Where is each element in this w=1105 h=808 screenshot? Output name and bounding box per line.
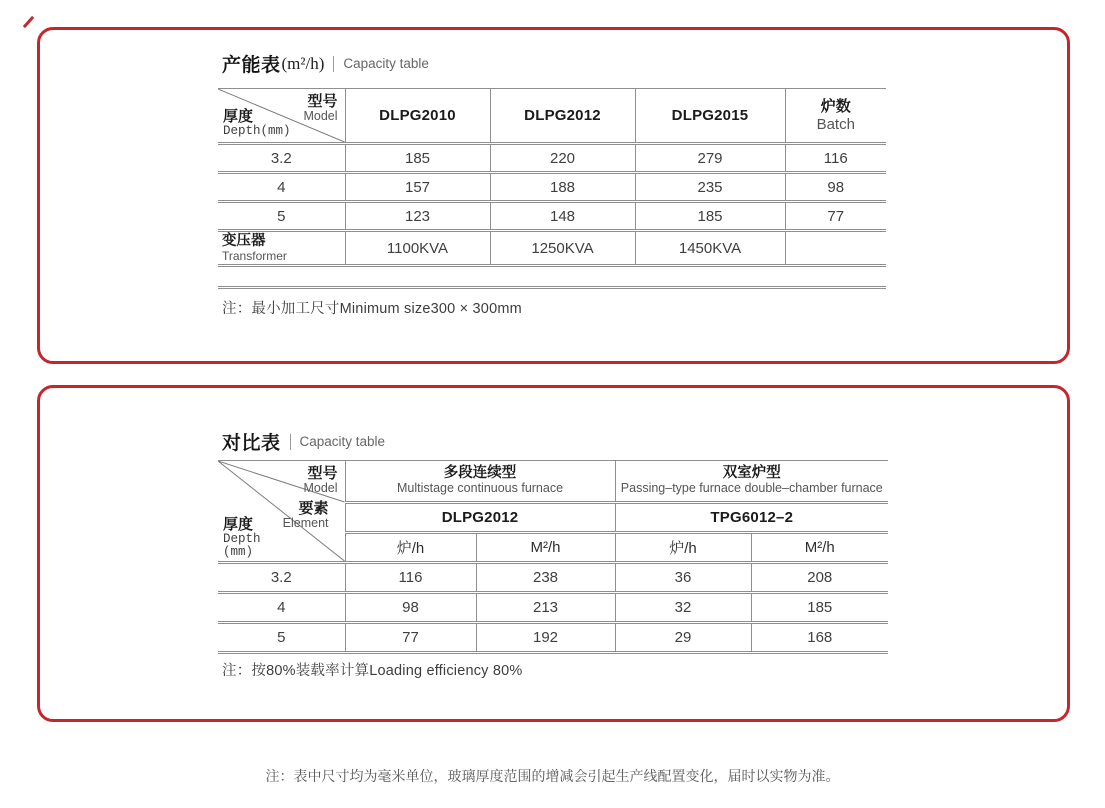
furnace-type-cn: 双室炉型 [722,465,781,482]
transformer-value: 1100KVA [345,231,490,266]
title-divider [290,434,291,450]
unit-sqm-per-hour: M²/h [751,533,888,563]
element-header-cn: 要素 [298,500,329,517]
comparison-value: 238 [476,563,615,593]
capacity-row-4 [218,173,886,202]
model-header-en: Model [303,109,338,124]
transformer-value: 1250KVA [490,231,635,266]
capacity-table-title [222,50,429,77]
depth-header-cn: 厚度 [223,107,254,125]
unit-sqm-per-hour: M²/h [476,533,615,563]
capacity-value: 148 [490,202,635,231]
comparison-table-title [222,428,385,455]
capacity-value: 123 [345,202,490,231]
batch-header-cell [785,89,886,144]
batch-value: 77 [785,202,886,231]
capacity-note: 注：最小加工尺寸Minimum size300 × 300mm [222,301,522,317]
capacity-title-cn: 产能表 [222,55,281,76]
comparison-value: 168 [751,623,888,653]
comparison-value: 98 [345,593,476,623]
comparison-value: 36 [615,563,751,593]
comparison-value: 185 [751,593,888,623]
spacer-cell [218,266,886,288]
capacity-corner-cell [218,89,345,144]
comparison-value: 213 [476,593,615,623]
capacity-value: 235 [635,173,785,202]
comparison-value: 116 [345,563,476,593]
capacity-title-unit: (m²/h) [281,53,325,73]
batch-value: 98 [785,173,886,202]
page-corner-decoration [23,16,35,28]
title-divider [333,56,334,72]
comparison-header-row-furnace-type [218,461,888,503]
thickness-value: 4 [218,593,345,623]
thickness-value: 3.2 [218,563,345,593]
thickness-value: 4 [218,173,345,202]
capacity-row-3_2 [218,144,886,173]
model-col-dlpg2010: DLPG2010 [345,89,490,144]
capacity-value: 157 [345,173,490,202]
furnace-type-en: Passing–type furnace double–chamber furnace [620,481,883,496]
furnace-type-cn: 多段连续型 [443,465,517,482]
comparison-row-3_2 [218,563,888,593]
unit-batches-per-hour: 炉/h [615,533,751,563]
comparison-table [218,460,888,654]
model-col-tpg6012-2: TPG6012–2 [615,503,888,533]
transformer-value-empty [785,231,886,266]
comparison-value: 32 [615,593,751,623]
batch-header-cn: 炉数 [820,98,851,116]
model-header-cn: 型号 [307,465,338,482]
comparison-row-4 [218,593,888,623]
comparison-title-en: Capacity table [299,434,386,449]
model-col-dlpg2012: DLPG2012 [345,503,615,533]
unit-batches-per-hour: 炉/h [345,533,476,563]
capacity-value: 279 [635,144,785,173]
comparison-value: 208 [751,563,888,593]
comparison-value: 77 [345,623,476,653]
furnace-type-double-chamber [615,461,888,503]
comparison-value: 192 [476,623,615,653]
furnace-type-en: Multistage continuous furnace [396,481,564,496]
furnace-type-multistage [345,461,615,503]
element-header-en: Element [282,516,329,531]
comparison-corner-cell [218,461,345,563]
thickness-value: 5 [218,623,345,653]
thickness-value: 3.2 [218,144,345,173]
comparison-title-cn: 对比表 [222,433,281,454]
capacity-header-row [218,89,886,144]
capacity-title-en: Capacity table [343,56,429,71]
transformer-label-cn: 变压器 [222,233,266,250]
depth-header-unit: (mm) [223,544,254,559]
capacity-row-5 [218,202,886,231]
capacity-value: 185 [345,144,490,173]
transformer-value: 1450KVA [635,231,785,266]
comparison-value: 29 [615,623,751,653]
capacity-value: 185 [635,202,785,231]
model-col-dlpg2012: DLPG2012 [490,89,635,144]
model-col-dlpg2015: DLPG2015 [635,89,785,144]
model-header-cn: 型号 [307,93,338,110]
batch-value: 116 [785,144,886,173]
transformer-label-cell [218,231,345,266]
comparison-row-5 [218,623,888,653]
depth-header-en: Depth(mm) [223,123,291,138]
capacity-value: 188 [490,173,635,202]
depth-header-en: Depth [223,531,261,546]
comparison-note: 注：按80%装载率计算Loading efficiency 80% [222,663,523,679]
transformer-label-en: Transformer [222,248,287,263]
batch-header-en: Batch [816,115,855,133]
page-footer-note: 注：表中尺寸均为毫米单位，玻璃厚度范围的增减会引起生产线配置变化，届时以实物为准。 [265,768,840,784]
thickness-value: 5 [218,202,345,231]
capacity-value: 220 [490,144,635,173]
depth-header-cn: 厚度 [223,515,254,533]
transformer-row [218,231,886,266]
capacity-table [218,88,886,289]
capacity-table-footer-spacer [218,266,886,288]
model-header-en: Model [303,481,338,496]
